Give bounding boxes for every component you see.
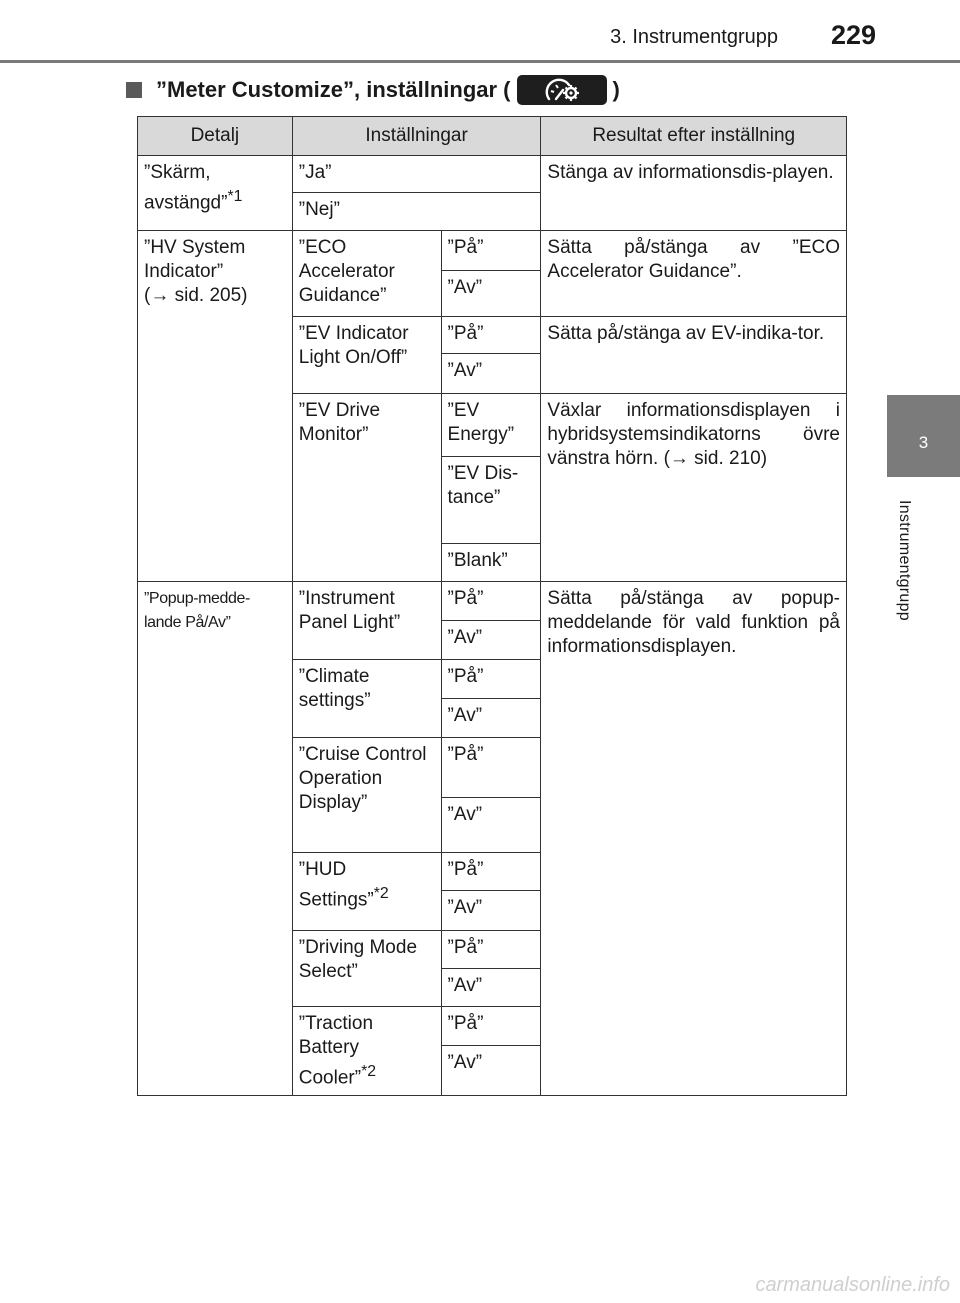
function-hud-settings <box>292 853 441 931</box>
option-value: ”Nej” <box>292 193 541 231</box>
section-heading <box>126 75 620 105</box>
option-value: ”På” <box>441 231 541 271</box>
option-value: ”Av” <box>441 354 541 394</box>
chapter-tab <box>887 395 960 477</box>
column-header-detail: Detalj <box>138 117 293 156</box>
option-value: ”EV Dis-tance” <box>441 457 541 544</box>
function-name: ”Cruise Control Operation Display” <box>292 738 441 853</box>
function-name: ”Driving Mode Select” <box>292 931 441 1007</box>
column-header-settings: Inställningar <box>292 117 541 156</box>
detail-hv-text: ”HV System Indicator” <box>144 237 246 282</box>
option-value: ”Blank” <box>441 544 541 582</box>
page-number: 229 <box>830 20 876 50</box>
section-heading-text: ”Meter Customize”, inställningar ( <box>156 77 511 102</box>
function-name: ”Traction Battery Cooler” <box>298 1013 374 1089</box>
function-name: ”Climate settings” <box>292 660 441 738</box>
footnote-mark: *1 <box>227 188 243 205</box>
function-ev-drive-monitor: ”EV Drive Monitor” <box>292 394 441 582</box>
watermark: carmanualsonline.info <box>755 1274 950 1296</box>
table-header-row <box>138 117 847 156</box>
detail-screen-off-text: ”Skärm, avstängd” <box>144 162 228 214</box>
option-value: ”På” <box>441 1007 541 1046</box>
function-name: ”Instrument Panel Light” <box>292 582 441 660</box>
table-row <box>138 582 847 621</box>
function-name: ”HUD Settings” <box>298 859 374 911</box>
chapter-label: Instrumentgrupp <box>896 500 913 622</box>
bullet-square-icon <box>126 82 142 98</box>
result-popup-message: Sätta på/stänga av popup-meddelande för vald funktion på informationsdisplayen. <box>541 582 847 1096</box>
header-section-title: 3. Instrumentgrupp <box>610 26 778 48</box>
gauge-gear-icon <box>517 75 607 105</box>
option-value: ”Av” <box>441 271 541 317</box>
settings-table <box>137 116 847 1096</box>
option-value: ”På” <box>441 853 541 891</box>
footnote-mark: *2 <box>361 1063 377 1080</box>
option-value: ”På” <box>441 317 541 354</box>
detail-popup-message: ”Popup-medde-lande På/Av” <box>138 582 293 1096</box>
option-value: ”På” <box>441 582 541 621</box>
result-ev-indicator-light: Sätta på/stänga av EV-indika-tor. <box>541 317 847 394</box>
table-row <box>138 156 847 193</box>
section-heading-close: ) <box>612 77 620 102</box>
result-ev-drive-monitor: Växlar informationsdisplayen i hybridsystemsindikatorns övre vänstra hörn. (→ sid. 210) <box>541 394 847 582</box>
option-value: ”På” <box>441 931 541 969</box>
table-row <box>138 231 847 271</box>
detail-screen-off <box>138 156 293 231</box>
option-value: ”Av” <box>441 1046 541 1096</box>
result-eco-guidance: Sätta på/stänga av ”ECO Accelerator Guidance”. <box>541 231 847 317</box>
option-value: ”På” <box>441 660 541 699</box>
function-traction-battery-cooler <box>292 1007 441 1096</box>
option-value: ”Av” <box>441 621 541 660</box>
option-value: ”Ja” <box>292 156 541 193</box>
function-eco-guidance: ”ECO Accelerator Guidance” <box>292 231 441 317</box>
result-screen-off: Stänga av informationsdis-playen. <box>541 156 847 231</box>
option-value: ”Av” <box>441 891 541 931</box>
footnote-mark: *2 <box>373 885 389 902</box>
option-value: ”Av” <box>441 969 541 1007</box>
function-ev-indicator-light: ”EV Indicator Light On/Off” <box>292 317 441 394</box>
option-value: ”EV Energy” <box>441 394 541 457</box>
detail-hv-system-indicator <box>138 231 293 582</box>
column-header-result: Resultat efter inställning <box>541 117 847 156</box>
chapter-number: 3 <box>918 433 929 452</box>
header-divider <box>0 60 960 63</box>
option-value: ”Av” <box>441 798 541 853</box>
option-value: ”På” <box>441 738 541 798</box>
option-value: ”Av” <box>441 699 541 738</box>
page-reference: (→ sid. 205) <box>144 285 248 306</box>
